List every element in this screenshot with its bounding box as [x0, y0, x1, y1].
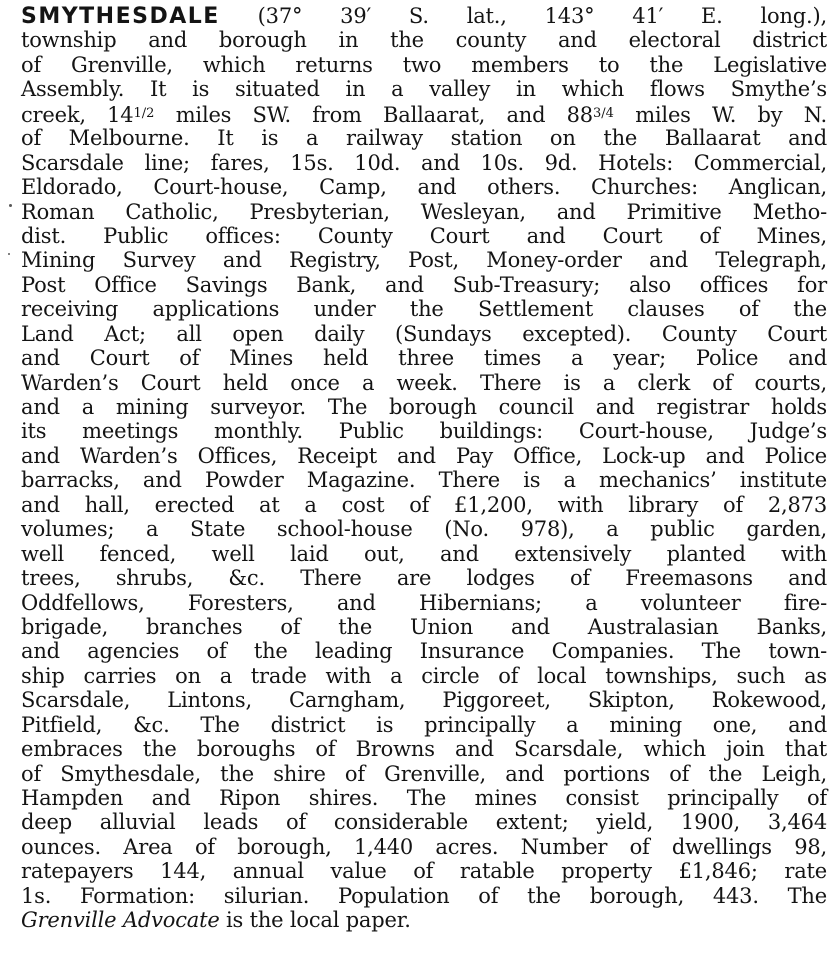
entry-line-27	[21, 639, 827, 663]
entry-line-18	[21, 419, 827, 443]
entry-text: Warden’s Court held once a week. There is a clerk of courts,	[21, 370, 827, 395]
entry-text: and agencies of the leading Insurance Companies. The town-	[21, 639, 827, 664]
entry-line-31	[21, 737, 827, 761]
entry-text: of Grenville, which returns two members to the Legislative	[21, 52, 827, 77]
entry-text: trees, shrubs, &c. There are lodges of Freemasons and	[21, 566, 827, 591]
entry-text: Roman Catholic, Presbyterian, Wesleyan, and Primitive Metho-	[21, 199, 827, 224]
entry-line-14	[21, 322, 827, 346]
entry-text: brigade, branches of the Union and Australasian Banks,	[21, 614, 827, 639]
entry-text: dist. Public offices: County Court and Court of Mines,	[21, 223, 827, 248]
entry-line-19	[21, 444, 827, 468]
entry-text: Mining Survey and Registry, Post, Money-order and Telegraph,	[21, 248, 827, 273]
entry-text: Post Office Savings Bank, and Sub-Treasury; also offices for	[21, 272, 827, 297]
entry-line-29	[21, 688, 827, 712]
entry-line-8	[21, 175, 827, 199]
entry-line-28	[21, 664, 827, 688]
entry-line-11	[21, 248, 827, 272]
entry-text: volumes; a State school-house (No. 978), a public garden,	[21, 517, 827, 542]
entry-text: ounces. Area of borough, 1,440 acres. Number of dwellings 98,	[21, 834, 827, 859]
entry-line-12	[21, 273, 827, 297]
entry-text: Land Act; all open daily (Sundays excepted). County Court	[21, 321, 827, 346]
entry-line-6	[21, 126, 827, 150]
entry-line-37	[21, 884, 827, 908]
entry-text: (37° 39′ S. lat., 143° 41′ E. long.),	[219, 4, 827, 28]
entry-text: creek, 14	[21, 102, 134, 127]
entry-line-23	[21, 542, 827, 566]
entry-line-38	[21, 908, 827, 932]
entry-text: and hall, erected at a cost of £1,200, with library of 2,873	[21, 492, 827, 517]
entry-line-22	[21, 517, 827, 541]
entry-text: its meetings monthly. Public buildings: Court-house, Judge’s	[21, 419, 827, 444]
entry-text: miles W. by N.	[613, 102, 828, 127]
entry-headword: SMYTHESDALE	[21, 4, 220, 29]
entry-line-32	[21, 762, 827, 786]
entry-line-26	[21, 615, 827, 639]
fraction-denominator: 4	[605, 105, 614, 121]
entry-text: miles SW. from Ballaarat, and 88	[154, 102, 593, 127]
entry-line-2	[21, 28, 827, 52]
entry-line-35	[21, 835, 827, 859]
entry-text: and Warden’s Offices, Receipt and Pay Office, Lock-up and Police	[21, 443, 827, 468]
entry-line-7	[21, 151, 827, 175]
entry-text: Eldorado, Court-house, Camp, and others. Churches: Anglican,	[21, 175, 827, 200]
fraction-numerator: 1	[133, 105, 142, 121]
entry-text: township and borough in the county and electoral district	[21, 28, 827, 53]
gazetteer-entry	[21, 4, 827, 933]
entry-text: Assembly. It is situated in a valley in which flows Smythe’s	[21, 77, 827, 102]
fraction-half: 1/2	[133, 105, 155, 121]
entry-line-5	[21, 102, 827, 126]
entry-line-4	[21, 77, 827, 101]
entry-line-13	[21, 297, 827, 321]
entry-text: barracks, and Powder Magazine. There is a mechanics’ institute	[21, 468, 827, 493]
entry-line-9	[21, 200, 827, 224]
entry-text: of Smythesdale, the shire of Grenville, and portions of the Leigh,	[21, 761, 827, 786]
entry-line-20	[21, 468, 827, 492]
entry-line-17	[21, 395, 827, 419]
entry-text: well fenced, well laid out, and extensively planted with	[21, 541, 827, 566]
fraction-denominator: 2	[146, 105, 155, 121]
entry-text: receiving applications under the Settlement clauses of the	[21, 297, 827, 322]
entry-text: Pitfield, &c. The district is principally a mining one, and	[21, 712, 827, 737]
entry-text: 1s. Formation: silurian. Population of the borough, 443. The	[21, 883, 827, 908]
print-speck	[9, 204, 12, 207]
entry-text: Scarsdale, Lintons, Carngham, Piggoreet, Skipton, Rokewood,	[21, 688, 827, 713]
fraction-three-quarters: 3/4	[592, 105, 614, 121]
entry-line-25	[21, 591, 827, 615]
entry-text: of Melbourne. It is a railway station on the Ballaarat and	[21, 126, 827, 151]
entry-line-15	[21, 346, 827, 370]
print-speck	[8, 253, 10, 255]
fraction-numerator: 3	[592, 105, 602, 121]
entry-line-30	[21, 713, 827, 737]
entry-text: is the local paper.	[219, 908, 411, 933]
entry-text: Oddfellows, Foresters, and Hibernians; a volunteer fire-	[21, 590, 827, 615]
entry-line-21	[21, 493, 827, 517]
entry-text: and a mining surveyor. The borough council and registrar holds	[21, 395, 827, 419]
entry-text: deep alluvial leads of considerable extent; yield, 1900, 3,464	[21, 810, 827, 835]
entry-line-34	[21, 810, 827, 834]
entry-text: ship carries on a trade with a circle of local townships, such as	[21, 663, 827, 688]
entry-line-16	[21, 371, 827, 395]
entry-line-33	[21, 786, 827, 810]
entry-line-3	[21, 53, 827, 77]
entry-line-1	[21, 4, 827, 28]
newspaper-title: Grenville Advocate	[21, 908, 220, 933]
entry-line-10	[21, 224, 827, 248]
entry-text: Hampden and Ripon shires. The mines consist principally of	[21, 786, 827, 810]
entry-text: and Court of Mines held three times a year; Police and	[21, 346, 827, 371]
entry-line-36	[21, 859, 827, 883]
entry-text: Scarsdale line; fares, 15s. 10d. and 10s. 9d. Hotels: Commercial,	[21, 150, 827, 175]
entry-text: embraces the boroughs of Browns and Scarsdale, which join that	[21, 737, 827, 762]
entry-text: ratepayers 144, annual value of ratable property £1,846; rate	[21, 859, 827, 884]
entry-line-24	[21, 566, 827, 590]
